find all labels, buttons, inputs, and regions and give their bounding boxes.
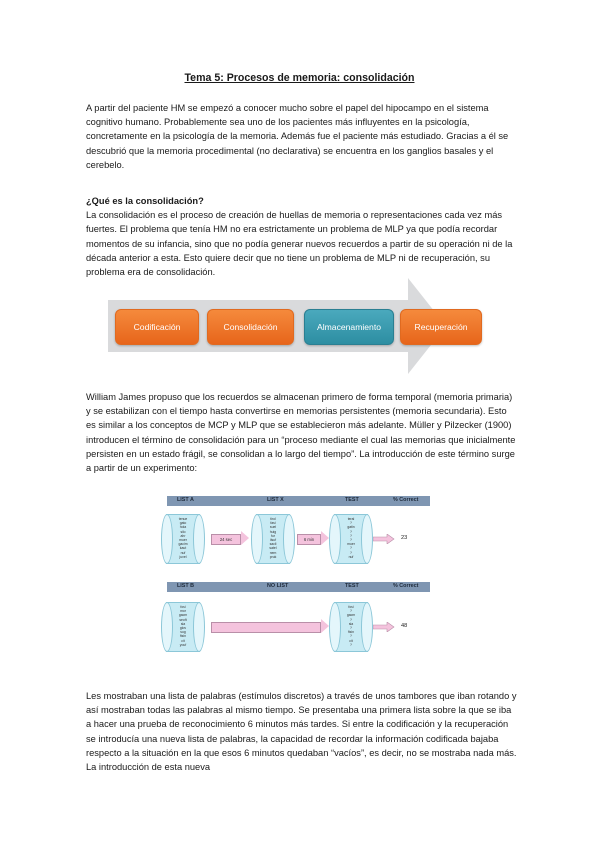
drum-words: teral ? gatin ? ? ? muer ? ? nuf: [347, 517, 355, 559]
experiment-row1-header: [167, 496, 430, 506]
flow-step-almacenamiento: Almacenamiento: [304, 309, 394, 345]
section-heading: ¿Qué es la consolidación?: [86, 196, 204, 206]
drum-words: tirol fasi suel huig fur ilsuf sacli satel nem pruk: [269, 517, 277, 559]
drum-list-x: [251, 514, 293, 562]
interval-arrow-long: [211, 622, 329, 631]
result-arrow-icon: [373, 622, 395, 632]
drum-words: tenue gato hola silo ahr muer gacim kaut nuf juvel: [178, 517, 188, 559]
drum-words: fosi ? gacm ? sla ? fisin ? cit ?: [346, 605, 356, 647]
drum-list-a: [161, 514, 203, 562]
score-row1: 23: [401, 535, 408, 541]
header-list-x: LIST X: [267, 497, 284, 503]
header-list-a: LIST A: [177, 497, 194, 503]
flow-step-codificacion: Codificación: [115, 309, 199, 345]
drum-list-b: [161, 602, 203, 650]
intro-paragraph: A partir del paciente HM se empezó a conocer mucho sobre el papel del hipocampo en el sistema cognitivo humano. Probablemente sea uno de los pacientes más influyentes en la psicología, concretamente en la psicología de la memoria. Además fue el paciente más estudiado. Gracias a él se descubrió que la memoria procedimental (no declarativa) se encuentra en los ganglios basales y el cerebelo.: [86, 103, 509, 170]
header-percent-correct: % Correct: [393, 583, 419, 589]
experiment-diagram: [159, 490, 440, 660]
experiment-row2-header: [167, 582, 430, 592]
header-percent-correct: % Correct: [393, 497, 419, 503]
page-title: Tema 5: Procesos de memoria: consolidación: [184, 72, 415, 84]
drum-words: fosi mor gacm seoft sla glov sug fisin cit youf: [178, 605, 188, 647]
result-arrow-icon: [373, 534, 395, 544]
score-row2: 48: [401, 623, 408, 629]
consolidation-section: [86, 194, 518, 279]
paragraph-william-james: William James propuso que los recuerdos se almacenan primero de forma temporal (memoria primaria) y se estabilizan con el tiempo hasta convertirse en memorias persistentes (memoria secundaria). Esto es similar a los conceptos de MCP y MLP que se establecieron más adelante. Müller y Pilzecker (1900) introducen el término de consolidación para un “proceso mediante el cual las memorias que inicialmente persisten en un estado frágil, se consolidan a lo largo del tiempo”. La introducción de este término surge a partir de un experimento:: [86, 392, 516, 474]
header-no-list: NO LIST: [267, 583, 289, 589]
interval-label: 6 min: [297, 534, 321, 545]
header-test: TEST: [345, 497, 359, 503]
paragraph-experiment-description: Les mostraban una lista de palabras (estímulos discretos) a través de unos tambores que iban rotando y así mostraban todas las palabras al mismo tiempo. Se presentaba una primera lista sobre la que se iba a hacer una prueba de reconocimiento 6 minutos más tardes. Si entre la codificación y la recuperación se introducía una nueva lista de palabras, la capacidad de recordar la información codificada bajaba respecto a la situación en la que esos 6 minutos quedaban “vacíos”, es decir, no se mostraba nada más. La introducción de esta nueva: [86, 691, 517, 773]
interval-label: 24 sec: [211, 534, 241, 545]
header-test: TEST: [345, 583, 359, 589]
interval-arrow-24sec: [211, 534, 249, 543]
header-list-b: LIST B: [177, 583, 195, 589]
section-paragraph: La consolidación es el proceso de creación de huellas de memoria o representaciones cada vez más fuertes. El problema que tenía HM no era estrictamente un problema de MLP ya que podía recordar momentos de su infancia, sino que no podía generar nuevos recuerdos a partir de su operación ni de la década anterior a esta. Esto quiere decir que no tiene un problema de MLP ni de recuperación, su problema era de consolidación.: [86, 210, 513, 278]
process-flow-diagram: [108, 278, 494, 378]
interval-arrow-6min: [297, 534, 329, 543]
flow-step-consolidacion: Consolidación: [207, 309, 294, 345]
drum-test-2: [329, 602, 371, 650]
drum-test-1: [329, 514, 371, 562]
flow-step-recuperacion: Recuperación: [400, 309, 482, 345]
